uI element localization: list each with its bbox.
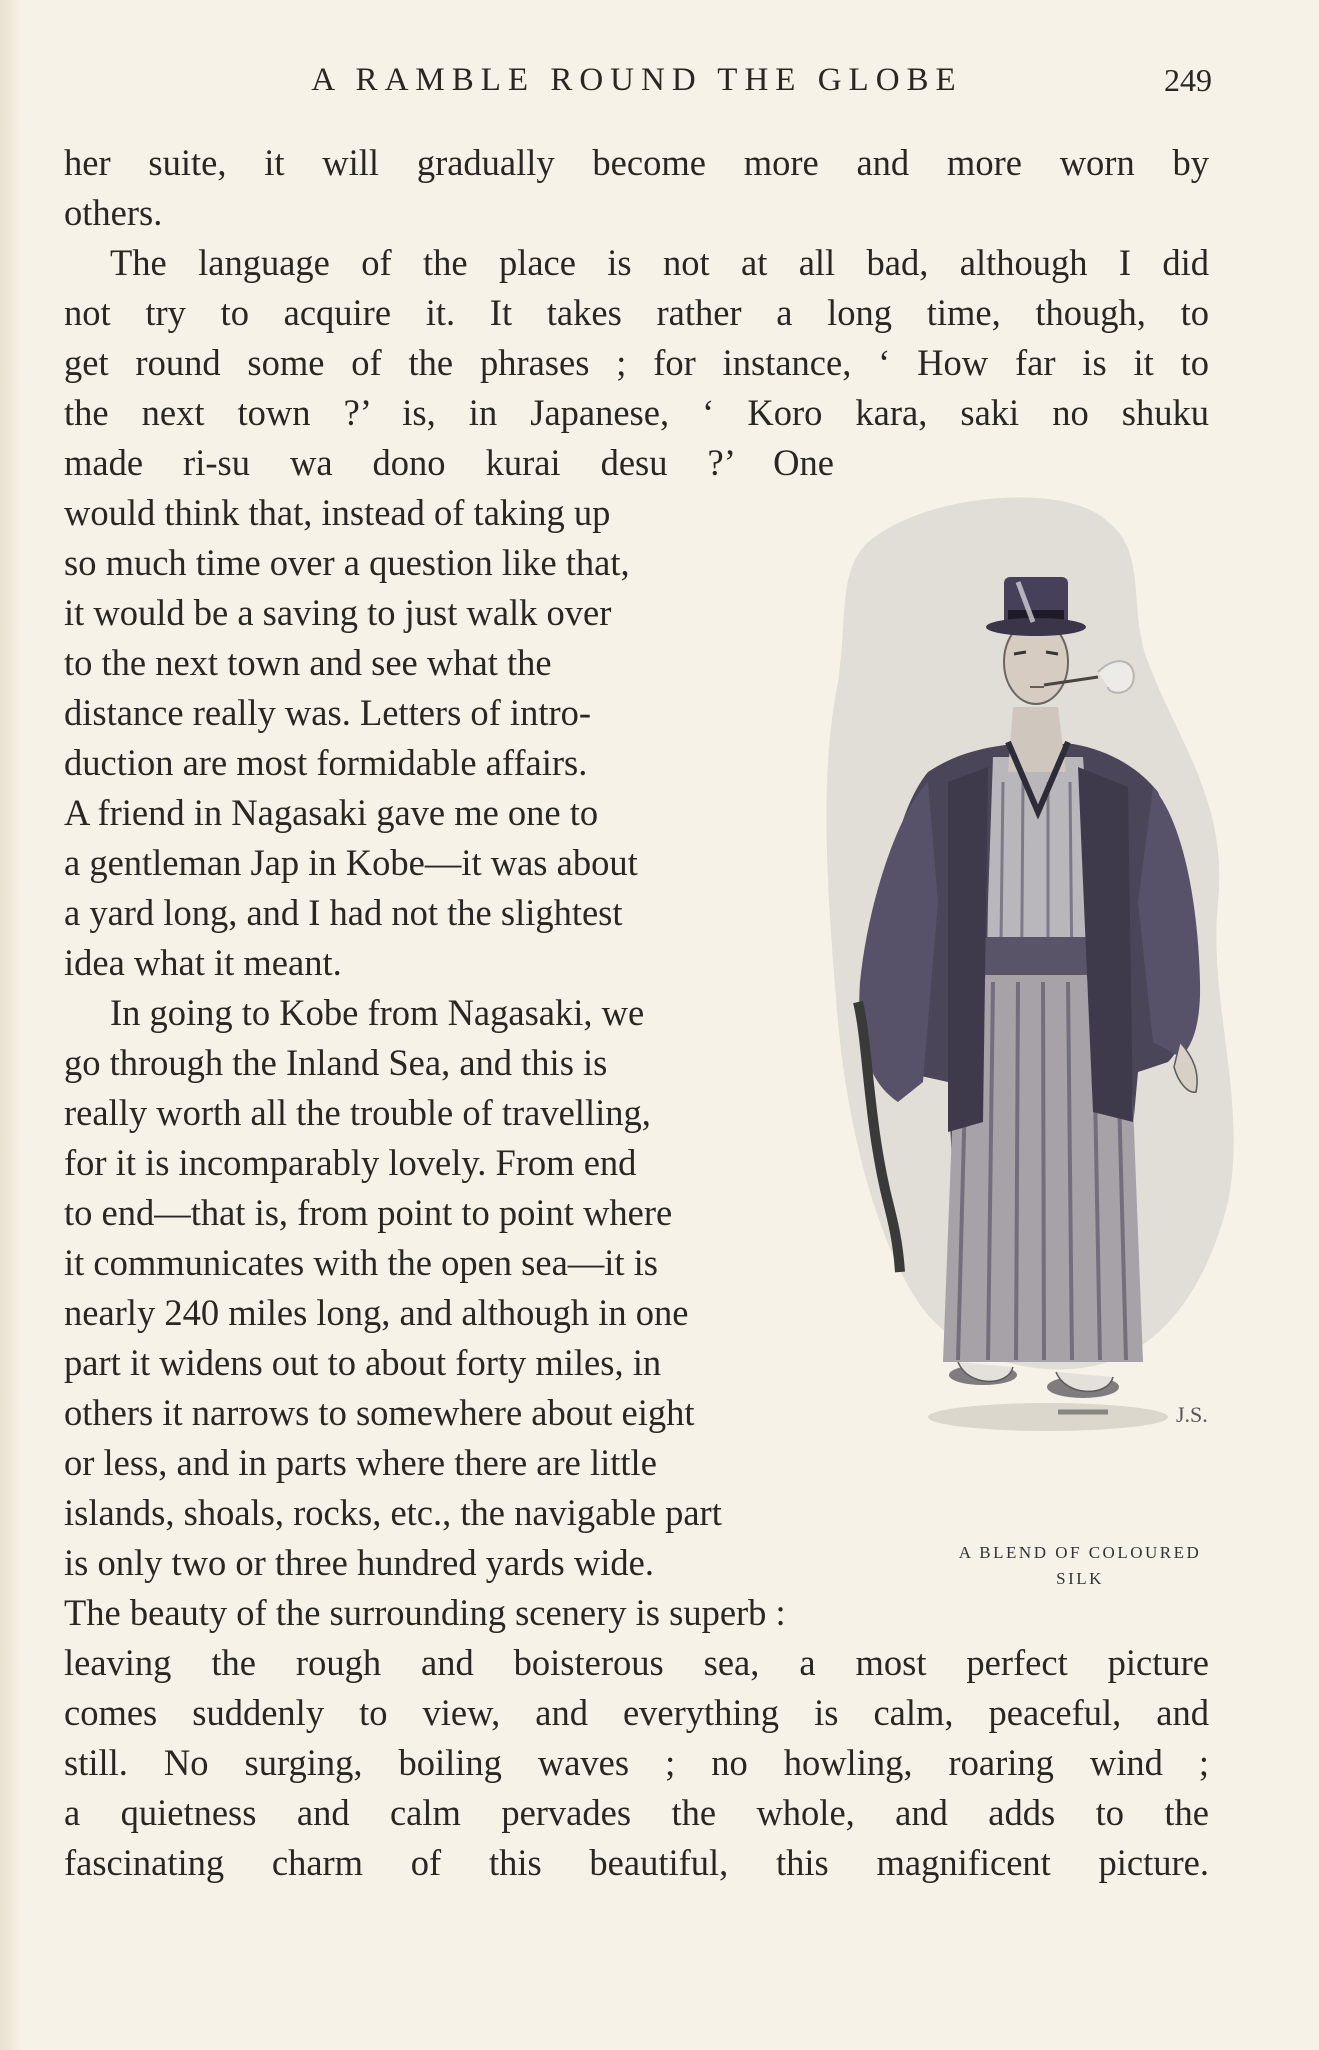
text-line: duction are most formidable affairs. <box>64 742 588 783</box>
text-line: the next town ?’ is, in Japanese, ‘ Koro kara, saki no shuku <box>64 392 1209 433</box>
text-line: it would be a saving to just walk over <box>64 592 612 633</box>
text-line: The beauty of the surrounding scenery is superb : <box>64 1592 786 1633</box>
text-line: really worth all the trouble of travelling, <box>64 1092 651 1133</box>
text-line: comes suddenly to view, and everything is calm, peaceful, and <box>64 1692 1209 1733</box>
text-line: so much time over a question like that, <box>64 542 630 583</box>
illustration-drawing <box>808 482 1258 1492</box>
text-line: is only two or three hundred yards wide. <box>64 1542 654 1583</box>
text-line: The language of the place is not at all bad, although I did <box>110 242 1209 283</box>
body-text-top <box>64 138 1209 488</box>
caption-line: SILK <box>1056 1569 1104 1588</box>
illustration-man-in-kimono <box>808 482 1258 1492</box>
text-line: for it is incomparably lovely. From end <box>64 1142 637 1183</box>
text-line: islands, shoals, rocks, etc., the navigable part <box>64 1492 722 1533</box>
text-line: a quietness and calm pervades the whole, and adds to the <box>64 1792 1209 1833</box>
text-line: her suite, it will gradually become more and more worn by <box>64 142 1209 183</box>
text-line: fascinating charm of this beautiful, this magnificent picture. <box>64 1842 1209 1883</box>
text-line: still. No surging, boiling waves ; no howling, roaring wind ; <box>64 1742 1209 1783</box>
text-line: get round some of the phrases ; for instance, ‘ How far is it to <box>64 342 1209 383</box>
text-line: it communicates with the open sea—it is <box>64 1242 659 1283</box>
text-line: others it narrows to somewhere about eight <box>64 1392 695 1433</box>
text-line: leaving the rough and boisterous sea, a most perfect picture <box>64 1642 1209 1683</box>
text-line: to end—that is, from point to point where <box>64 1192 673 1233</box>
text-line: distance really was. Letters of intro- <box>64 692 592 733</box>
text-line: others. <box>64 192 163 233</box>
artist-monogram: J.S. <box>1176 1402 1208 1427</box>
text-line: part it widens out to about forty miles, in <box>64 1342 662 1383</box>
caption-line: A BLEND OF COLOURED <box>958 1543 1202 1562</box>
text-line: a yard long, and I had not the slightest <box>64 892 623 933</box>
page-edge <box>0 0 22 2050</box>
text-line: not try to acquire it. It takes rather a long time, though, to <box>64 292 1209 333</box>
text-line: or less, and in parts where there are little <box>64 1442 657 1483</box>
text-line: made ri-su wa dono kurai desu ?’ One <box>64 442 834 483</box>
figure-caption <box>930 1540 1230 1592</box>
text-line: would think that, instead of taking up <box>64 492 611 533</box>
text-line: to the next town and see what the <box>64 642 552 683</box>
text-line: A friend in Nagasaki gave me one to <box>64 792 599 833</box>
body-text-wrapped <box>64 488 864 1588</box>
text-line: nearly 240 miles long, and although in one <box>64 1292 689 1333</box>
text-line: a gentleman Jap in Kobe—it was about <box>64 842 638 883</box>
text-line: In going to Kobe from Nagasaki, we <box>110 992 645 1033</box>
page-header <box>62 62 1212 106</box>
page-number: 249 <box>1164 62 1212 98</box>
text-line: go through the Inland Sea, and this is <box>64 1042 608 1083</box>
body-text-bottom <box>64 1588 1209 1888</box>
text-line: idea what it meant. <box>64 942 342 983</box>
running-head: A RAMBLE ROUND THE GLOBE <box>311 62 963 98</box>
